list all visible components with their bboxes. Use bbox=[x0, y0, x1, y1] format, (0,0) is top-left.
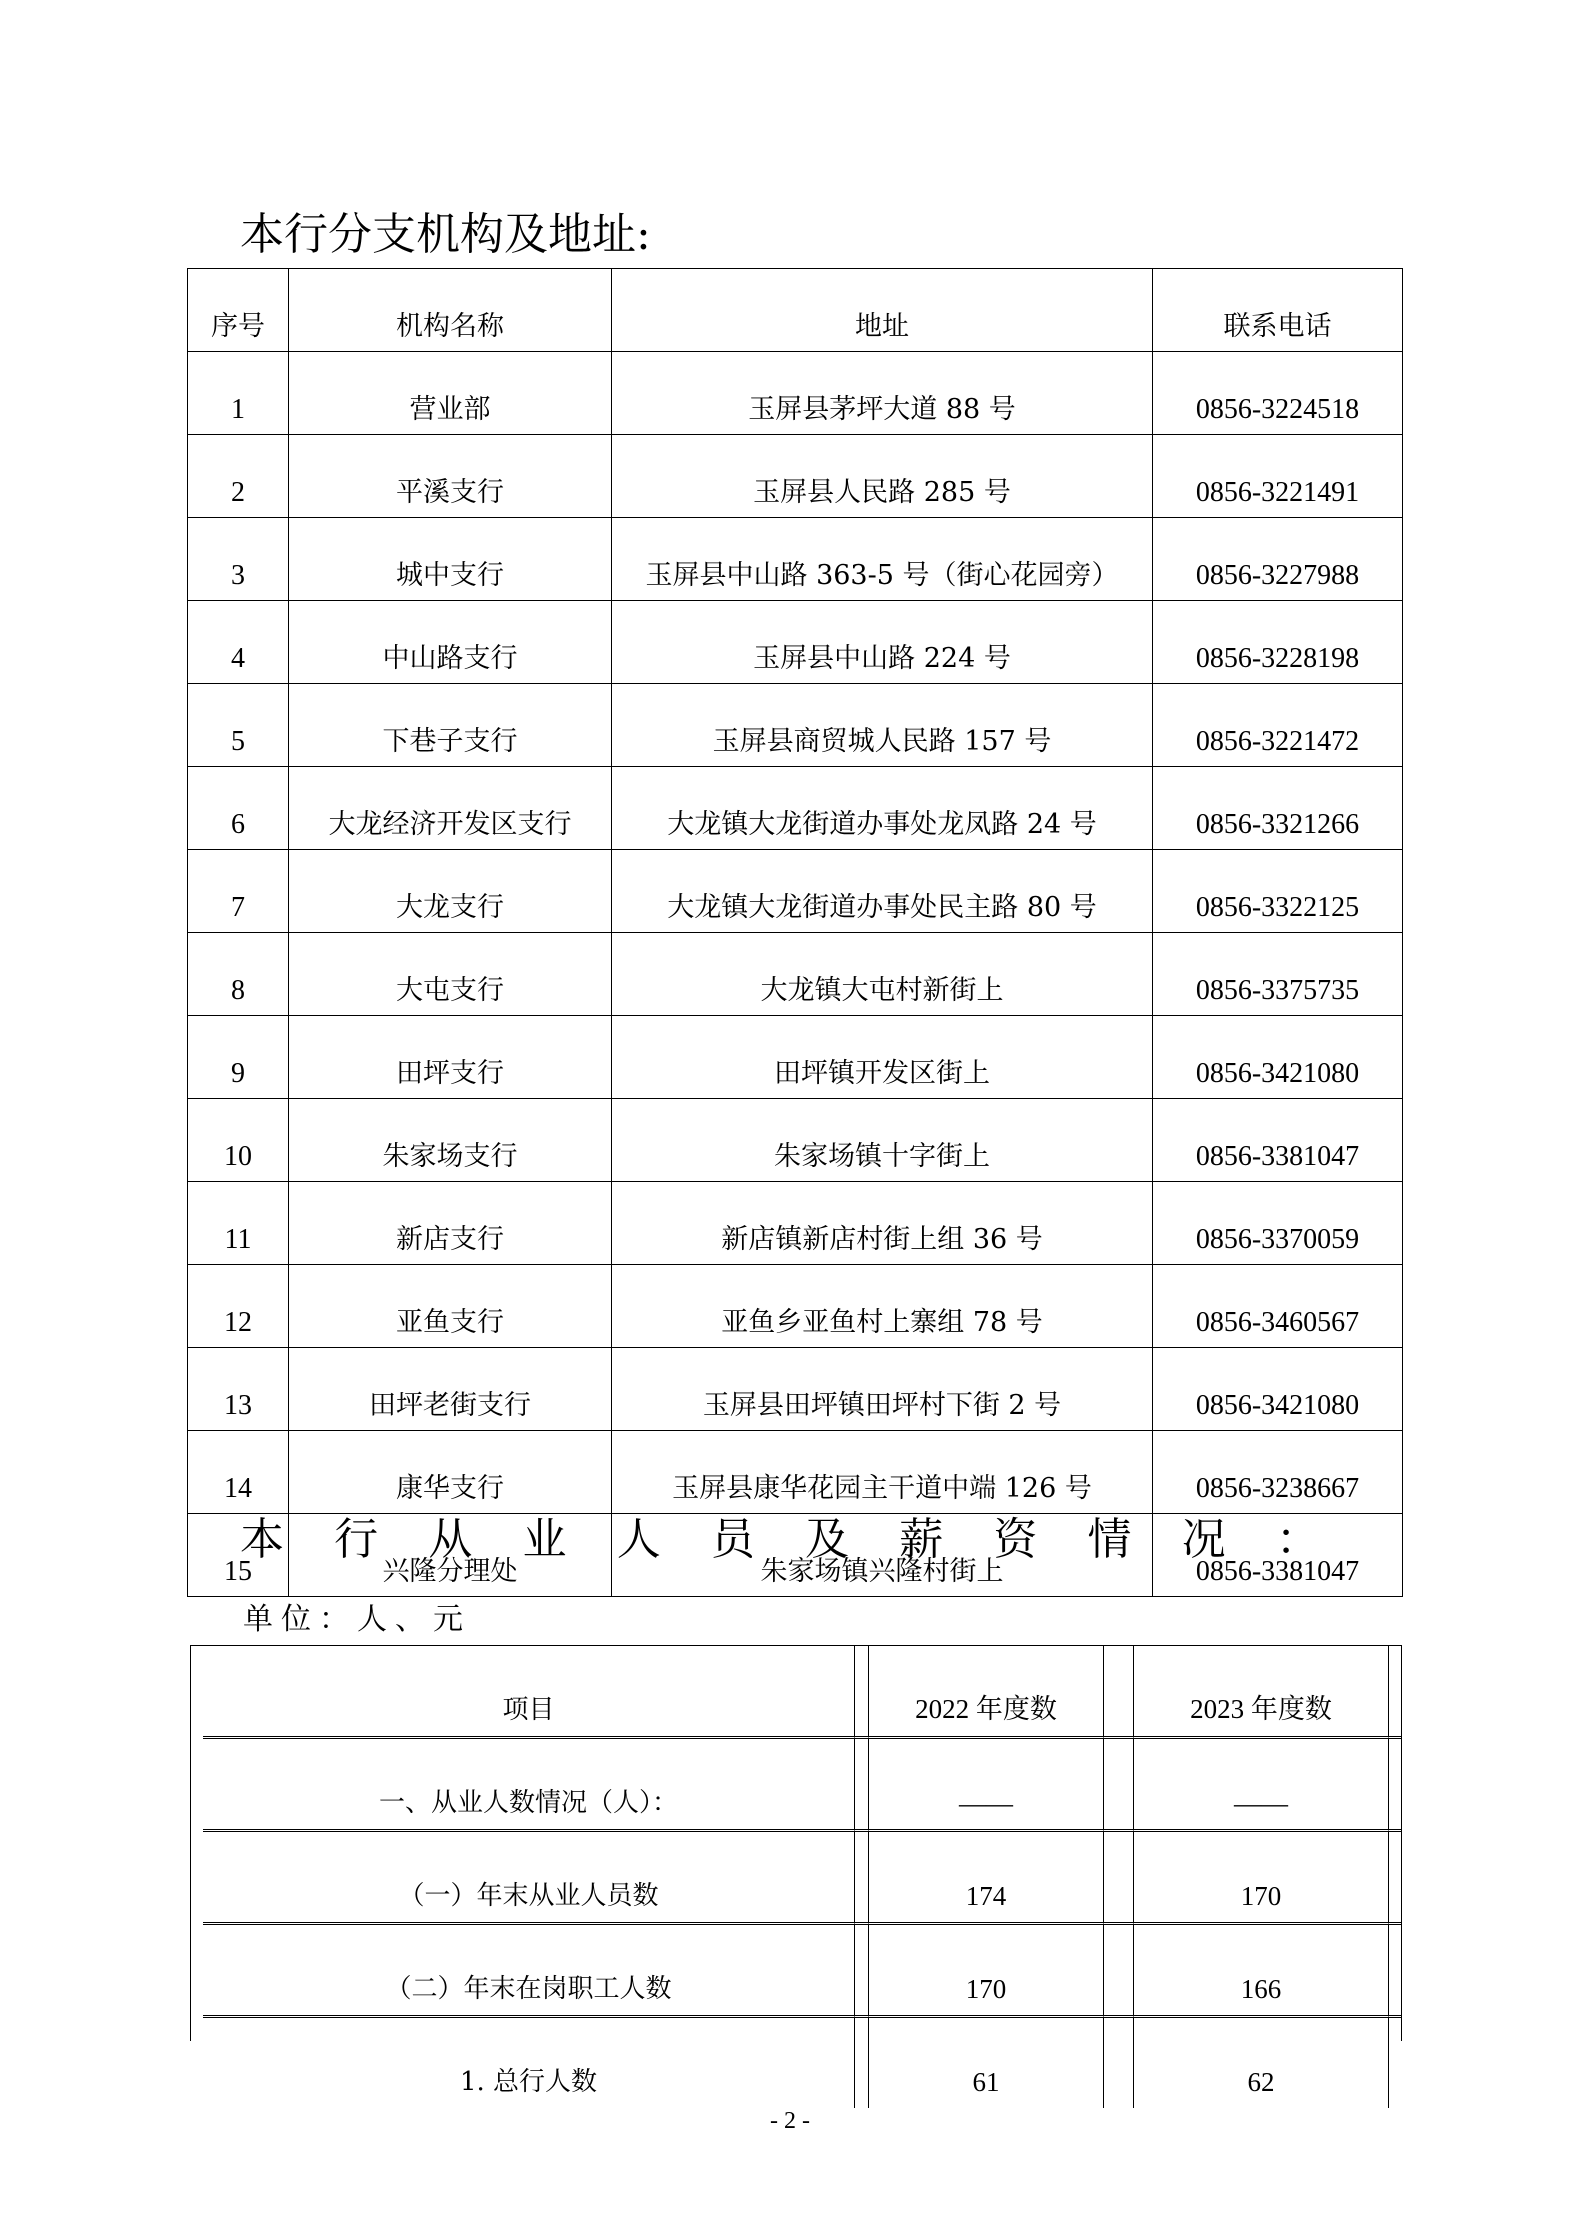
branch-phone: 0856-3227988 bbox=[1153, 518, 1403, 601]
branch-phone: 0856-3322125 bbox=[1153, 850, 1403, 933]
staff-2022: 174 bbox=[869, 1832, 1104, 1925]
branch-phone: 0856-3460567 bbox=[1153, 1265, 1403, 1348]
staff-2023: 62 bbox=[1134, 2018, 1389, 2108]
table-row bbox=[203, 1925, 1401, 2018]
staff-table-frame bbox=[190, 1645, 1402, 2097]
heading-char: 员 bbox=[710, 1514, 755, 1565]
branch-name: 城中支行 bbox=[289, 518, 612, 601]
branches-body bbox=[188, 352, 1403, 1597]
branch-phone: 0856-3238667 bbox=[1153, 1431, 1403, 1514]
branch-address: 玉屏县商贸城人民路 157 号 bbox=[612, 684, 1153, 767]
table-row bbox=[203, 1832, 1401, 1925]
branch-name: 田坪老街支行 bbox=[289, 1348, 612, 1431]
table-row bbox=[188, 1016, 1403, 1099]
branch-no: 4 bbox=[188, 601, 289, 684]
branch-address: 玉屏县中山路 363-5 号（街心花园旁） bbox=[612, 518, 1153, 601]
branch-phone: 0856-3221472 bbox=[1153, 684, 1403, 767]
double-rule bbox=[855, 1646, 869, 1739]
branch-address: 大龙镇大龙街道办事处龙凤路 24 号 bbox=[612, 767, 1153, 850]
table-row bbox=[188, 850, 1403, 933]
heading-char: 薪 bbox=[899, 1514, 944, 1565]
branch-phone: 0856-3321266 bbox=[1153, 767, 1403, 850]
branch-phone: 0856-3375735 bbox=[1153, 933, 1403, 1016]
branch-name: 中山路支行 bbox=[289, 601, 612, 684]
branch-address: 新店镇新店村街上组 36 号 bbox=[612, 1182, 1153, 1265]
table-row bbox=[188, 1431, 1403, 1514]
branch-no: 15 bbox=[188, 1514, 289, 1597]
heading-char: 资 bbox=[993, 1514, 1038, 1565]
branch-no: 6 bbox=[188, 767, 289, 850]
staff-2022: —— bbox=[869, 1739, 1104, 1832]
branch-phone: 0856-3370059 bbox=[1153, 1182, 1403, 1265]
page-number: - 2 - bbox=[770, 2108, 810, 2134]
double-rule bbox=[1104, 2018, 1134, 2108]
branch-name: 大屯支行 bbox=[289, 933, 612, 1016]
branches-table bbox=[187, 268, 1403, 1597]
branch-no: 9 bbox=[188, 1016, 289, 1099]
table-row bbox=[203, 1739, 1401, 1832]
branch-phone: 0856-3421080 bbox=[1153, 1348, 1403, 1431]
staff-2023: 170 bbox=[1134, 1832, 1389, 1925]
branch-address: 朱家场镇十字街上 bbox=[612, 1099, 1153, 1182]
double-rule bbox=[1104, 1646, 1134, 1739]
header-2023: 2023 年度数 bbox=[1134, 1646, 1389, 1739]
heading-char: 情 bbox=[1087, 1514, 1132, 1565]
branch-no: 1 bbox=[188, 352, 289, 435]
branch-name: 大龙经济开发区支行 bbox=[289, 767, 612, 850]
branch-no: 11 bbox=[188, 1182, 289, 1265]
branch-name: 田坪支行 bbox=[289, 1016, 612, 1099]
branch-no: 7 bbox=[188, 850, 289, 933]
table-row bbox=[188, 518, 1403, 601]
table-row bbox=[188, 684, 1403, 767]
heading-char: 行 bbox=[334, 1514, 379, 1565]
staff-heading bbox=[240, 1510, 1320, 1570]
branch-address: 朱家场镇兴隆村街上 bbox=[612, 1514, 1153, 1597]
branch-name: 营业部 bbox=[289, 352, 612, 435]
header-item: 项目 bbox=[203, 1646, 855, 1739]
heading-char: ： bbox=[1275, 1514, 1320, 1565]
branch-no: 3 bbox=[188, 518, 289, 601]
heading-char: 及 bbox=[805, 1514, 850, 1565]
staff-table bbox=[203, 1646, 1401, 2108]
branch-no: 2 bbox=[188, 435, 289, 518]
branch-name: 朱家场支行 bbox=[289, 1099, 612, 1182]
staff-item: （二）年末在岗职工人数 bbox=[203, 1925, 855, 2018]
branch-phone: 0856-3421080 bbox=[1153, 1016, 1403, 1099]
branch-address: 玉屏县康华花园主干道中端 126 号 bbox=[612, 1431, 1153, 1514]
staff-item: 1. 总行人数 bbox=[203, 2018, 855, 2108]
branch-no: 13 bbox=[188, 1348, 289, 1431]
staff-2023: —— bbox=[1134, 1739, 1389, 1832]
branches-heading: 本行分支机构及地址: bbox=[240, 209, 651, 260]
branch-phone: 0856-3224518 bbox=[1153, 352, 1403, 435]
branch-no: 12 bbox=[188, 1265, 289, 1348]
staff-2023: 166 bbox=[1134, 1925, 1389, 2018]
table-row bbox=[188, 1182, 1403, 1265]
double-rule bbox=[1389, 1739, 1401, 1832]
double-rule bbox=[1389, 2018, 1401, 2108]
unit-label: 单位：人、元 bbox=[243, 1602, 471, 1637]
heading-char: 本 bbox=[240, 1514, 284, 1565]
branch-address: 玉屏县中山路 224 号 bbox=[612, 601, 1153, 684]
branch-no: 8 bbox=[188, 933, 289, 1016]
table-row bbox=[188, 1348, 1403, 1431]
staff-2022: 61 bbox=[869, 2018, 1104, 2108]
header-name: 机构名称 bbox=[289, 269, 612, 352]
branch-name: 兴隆分理处 bbox=[289, 1514, 612, 1597]
header-2022: 2022 年度数 bbox=[869, 1646, 1104, 1739]
branch-no: 10 bbox=[188, 1099, 289, 1182]
branch-no: 14 bbox=[188, 1431, 289, 1514]
staff-body bbox=[203, 1646, 1401, 2108]
branch-address: 玉屏县人民路 285 号 bbox=[612, 435, 1153, 518]
table-row bbox=[188, 1099, 1403, 1182]
heading-char: 人 bbox=[616, 1514, 661, 1565]
table-row bbox=[203, 2018, 1401, 2108]
branch-name: 康华支行 bbox=[289, 1431, 612, 1514]
header-phone: 联系电话 bbox=[1153, 269, 1403, 352]
double-rule bbox=[1389, 1646, 1401, 1739]
branch-phone: 0856-3381047 bbox=[1153, 1514, 1403, 1597]
branch-no: 5 bbox=[188, 684, 289, 767]
double-rule bbox=[855, 2018, 869, 2108]
branch-phone: 0856-3228198 bbox=[1153, 601, 1403, 684]
branch-phone: 0856-3381047 bbox=[1153, 1099, 1403, 1182]
double-rule bbox=[1389, 1925, 1401, 2018]
double-rule bbox=[1104, 1925, 1134, 2018]
table-row bbox=[188, 933, 1403, 1016]
branch-address: 玉屏县田坪镇田坪村下街 2 号 bbox=[612, 1348, 1153, 1431]
staff-item: （一）年末从业人员数 bbox=[203, 1832, 855, 1925]
branch-phone: 0856-3221491 bbox=[1153, 435, 1403, 518]
header-no: 序号 bbox=[188, 269, 289, 352]
heading-char: 从 bbox=[428, 1514, 473, 1565]
branch-name: 新店支行 bbox=[289, 1182, 612, 1265]
heading-char: 业 bbox=[522, 1514, 567, 1565]
staff-header-row bbox=[203, 1646, 1401, 1739]
branch-address: 大龙镇大龙街道办事处民主路 80 号 bbox=[612, 850, 1153, 933]
header-address: 地址 bbox=[612, 269, 1153, 352]
table-row bbox=[188, 601, 1403, 684]
branch-address: 玉屏县茅坪大道 88 号 bbox=[612, 352, 1153, 435]
table-header-row bbox=[188, 269, 1403, 352]
branch-address: 大龙镇大屯村新街上 bbox=[612, 933, 1153, 1016]
branch-address: 田坪镇开发区街上 bbox=[612, 1016, 1153, 1099]
branch-address: 亚鱼乡亚鱼村上寨组 78 号 bbox=[612, 1265, 1153, 1348]
branch-name: 下巷子支行 bbox=[289, 684, 612, 767]
table-row bbox=[188, 352, 1403, 435]
table-row bbox=[188, 435, 1403, 518]
staff-2022: 170 bbox=[869, 1925, 1104, 2018]
branch-name: 亚鱼支行 bbox=[289, 1265, 612, 1348]
double-rule bbox=[1104, 1739, 1134, 1832]
double-rule bbox=[855, 1832, 869, 1925]
table-row bbox=[188, 767, 1403, 850]
table-row bbox=[188, 1265, 1403, 1348]
heading-char: 况 bbox=[1181, 1514, 1226, 1565]
staff-item: 一、从业人数情况（人）： bbox=[203, 1739, 855, 1832]
branch-name: 平溪支行 bbox=[289, 435, 612, 518]
branch-name: 大龙支行 bbox=[289, 850, 612, 933]
double-rule bbox=[855, 1925, 869, 2018]
double-rule bbox=[855, 1739, 869, 1832]
double-rule bbox=[1389, 1832, 1401, 1925]
double-rule bbox=[1104, 1832, 1134, 1925]
